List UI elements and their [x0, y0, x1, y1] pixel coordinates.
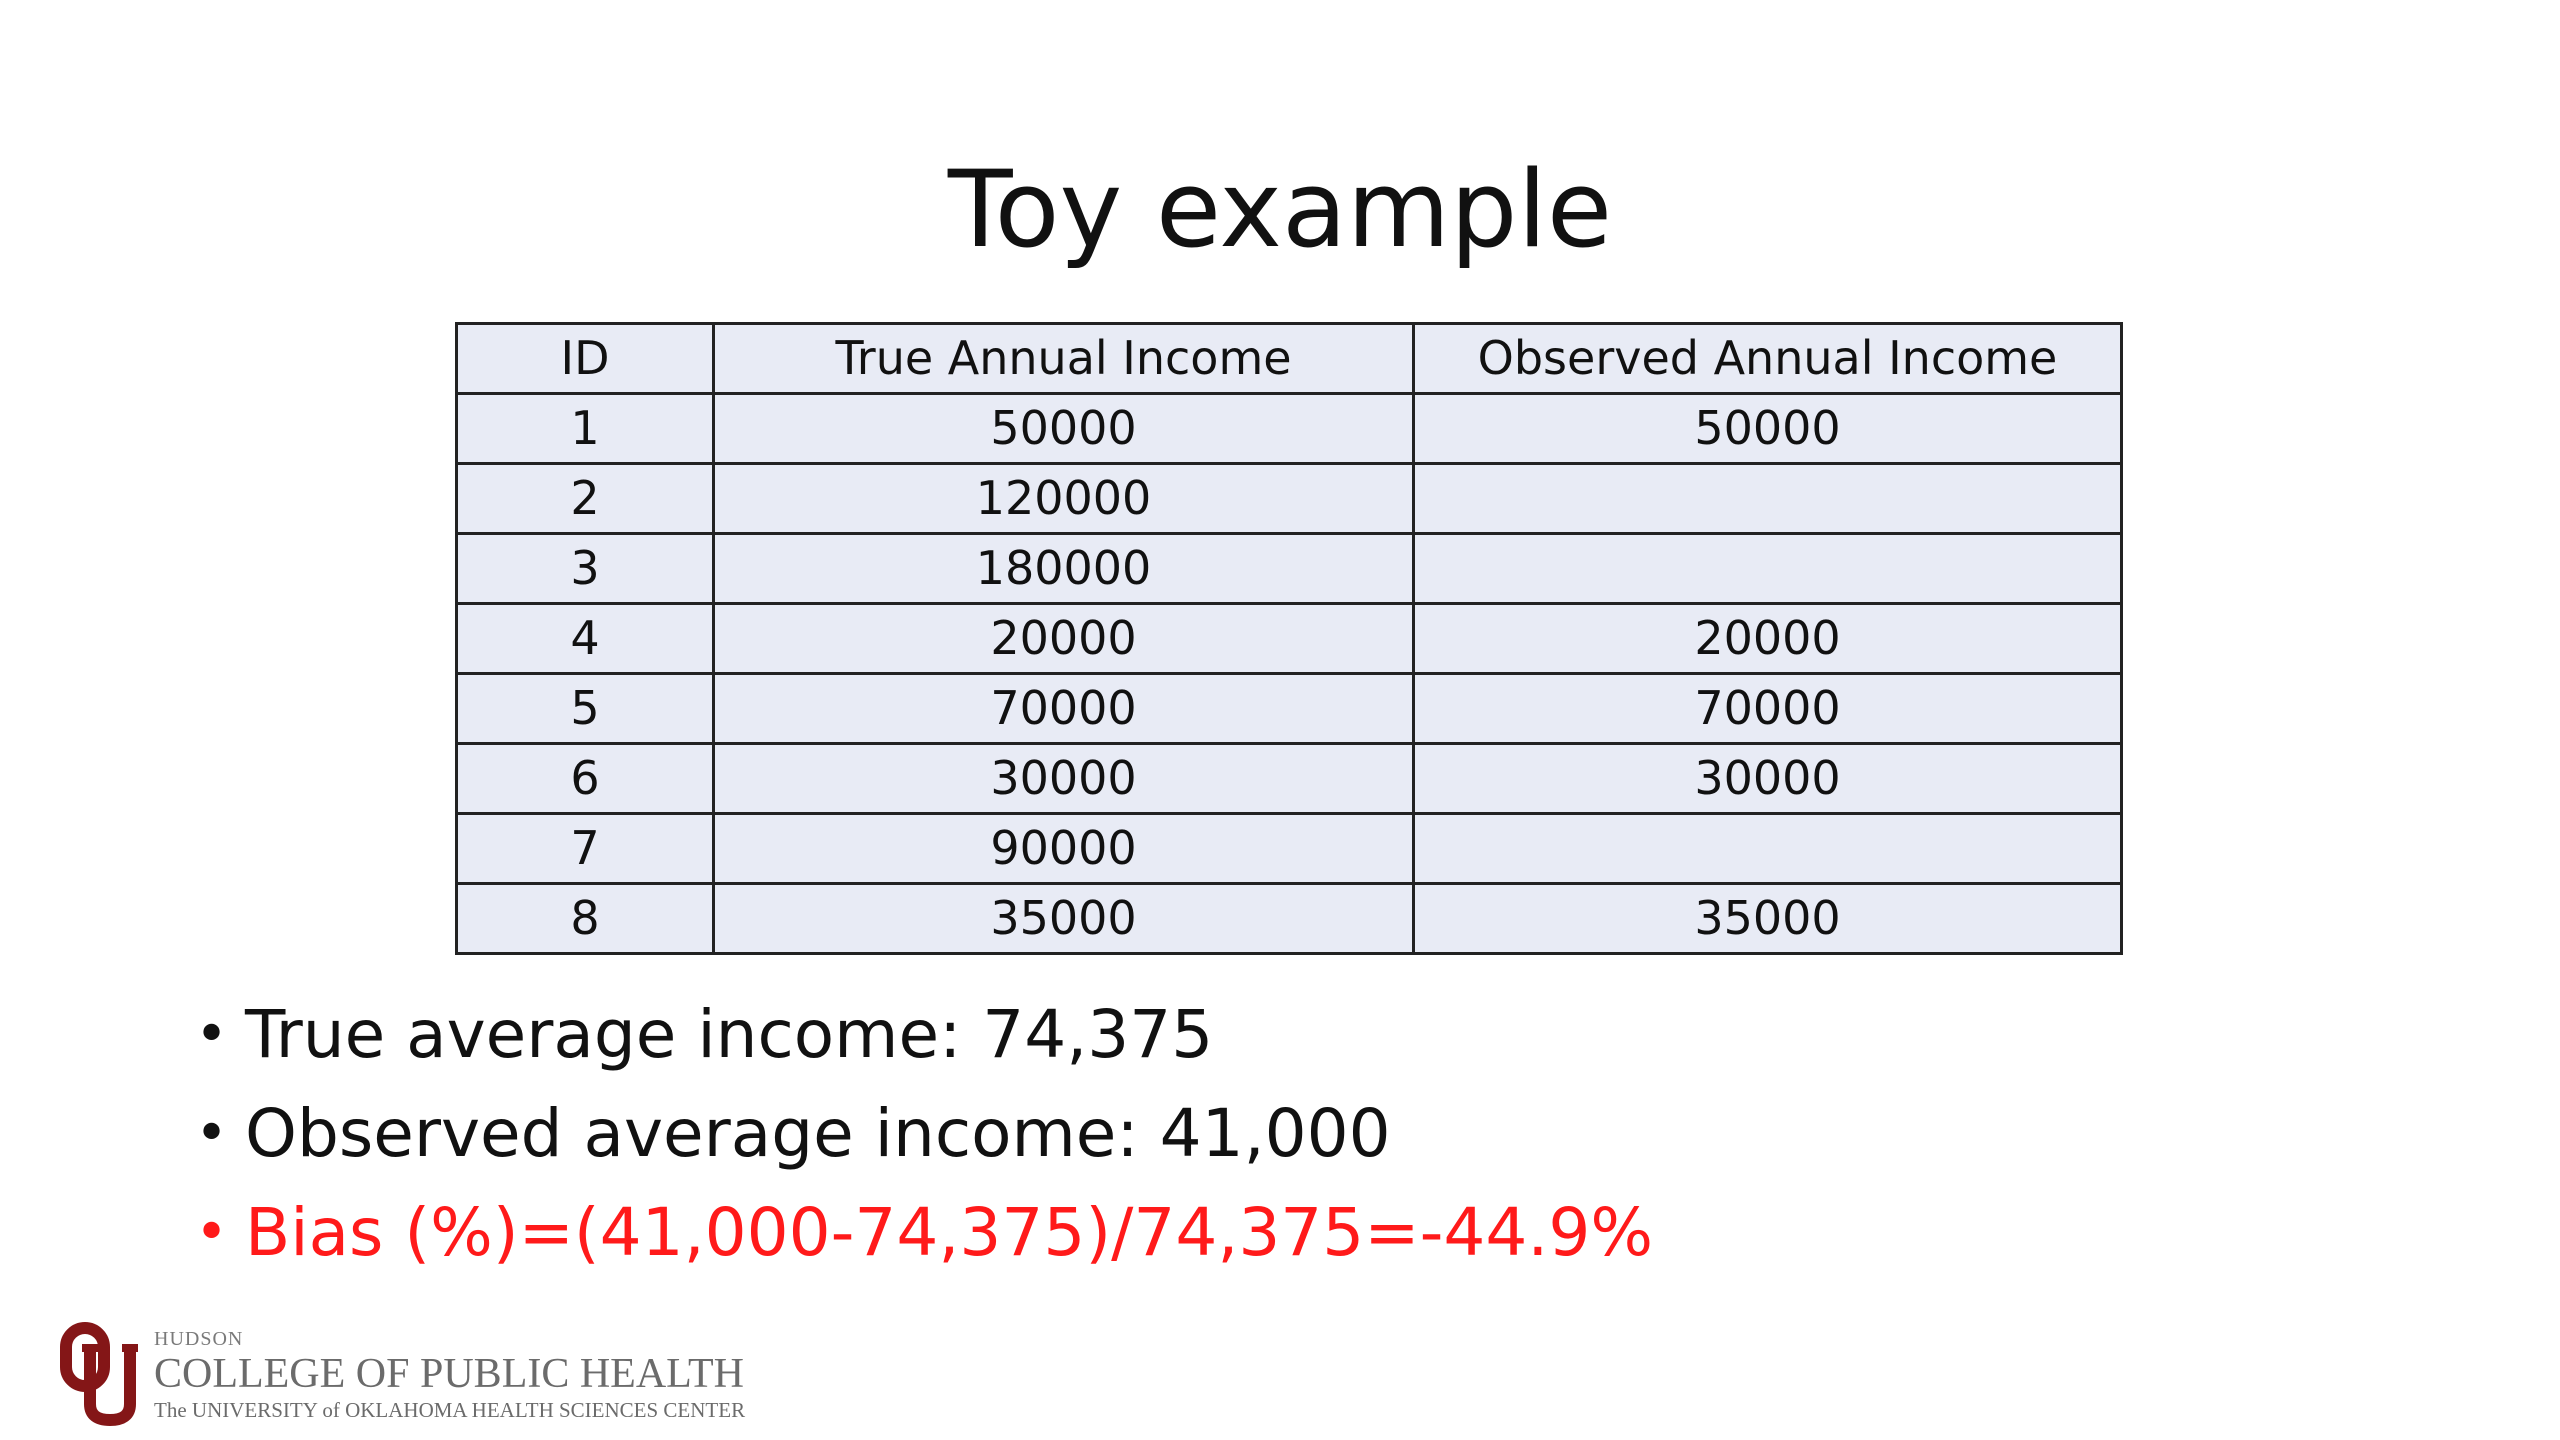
cell-id: 2 — [457, 464, 714, 534]
cell-true-income: 180000 — [714, 534, 1414, 604]
cell-observed-income: 30000 — [1414, 744, 2122, 814]
logo-university: The UNIVERSITY of OKLAHOMA HEALTH SCIENCES CENTER — [154, 1398, 746, 1422]
bullet-true-average — [195, 985, 1653, 1084]
cell-true-income: 20000 — [714, 604, 1414, 674]
bullet-dot-icon: • — [195, 1101, 229, 1166]
cell-observed-income — [1414, 464, 2122, 534]
bullet-dot-icon: • — [195, 1002, 229, 1067]
cell-observed-income: 20000 — [1414, 604, 2122, 674]
cell-id: 1 — [457, 394, 714, 464]
bullet-dot-icon: • — [195, 1200, 229, 1265]
table-row — [457, 604, 2122, 674]
bullet-text: Bias (%)=(41,000-74,375)/74,375=-44.9% — [245, 1194, 1654, 1271]
bullet-text: True average income: 74,375 — [245, 996, 1214, 1073]
ou-logo-icon — [60, 1320, 140, 1428]
cell-observed-income — [1414, 814, 2122, 884]
table-header-row — [457, 324, 2122, 394]
cell-true-income: 50000 — [714, 394, 1414, 464]
header-observed-income: Observed Annual Income — [1414, 324, 2122, 394]
income-table — [455, 322, 2123, 955]
table-row — [457, 884, 2122, 954]
header-true-income: True Annual Income — [714, 324, 1414, 394]
slide-title: Toy example — [947, 148, 1613, 271]
cell-id: 5 — [457, 674, 714, 744]
cell-true-income: 120000 — [714, 464, 1414, 534]
cell-observed-income — [1414, 534, 2122, 604]
cell-id: 6 — [457, 744, 714, 814]
bullet-observed-average — [195, 1084, 1653, 1183]
table-row — [457, 744, 2122, 814]
cell-true-income: 70000 — [714, 674, 1414, 744]
cell-id: 7 — [457, 814, 714, 884]
cell-id: 4 — [457, 604, 714, 674]
cell-observed-income: 70000 — [1414, 674, 2122, 744]
table-row — [457, 464, 2122, 534]
table-row — [457, 534, 2122, 604]
cell-id: 8 — [457, 884, 714, 954]
header-id: ID — [457, 324, 714, 394]
cell-true-income: 90000 — [714, 814, 1414, 884]
table-row — [457, 674, 2122, 744]
cell-id: 3 — [457, 534, 714, 604]
bullet-text: Observed average income: 41,000 — [245, 1095, 1391, 1172]
bullet-list — [195, 985, 1653, 1282]
cell-true-income: 30000 — [714, 744, 1414, 814]
logo-hudson: HUDSON — [154, 1328, 244, 1350]
table-row — [457, 394, 2122, 464]
cell-observed-income: 35000 — [1414, 884, 2122, 954]
cell-observed-income: 50000 — [1414, 394, 2122, 464]
table-row — [457, 814, 2122, 884]
college-logo — [60, 1320, 820, 1430]
logo-college-name: COLLEGE OF PUBLIC HEALTH — [154, 1351, 744, 1397]
bullet-bias — [195, 1183, 1653, 1282]
cell-true-income: 35000 — [714, 884, 1414, 954]
